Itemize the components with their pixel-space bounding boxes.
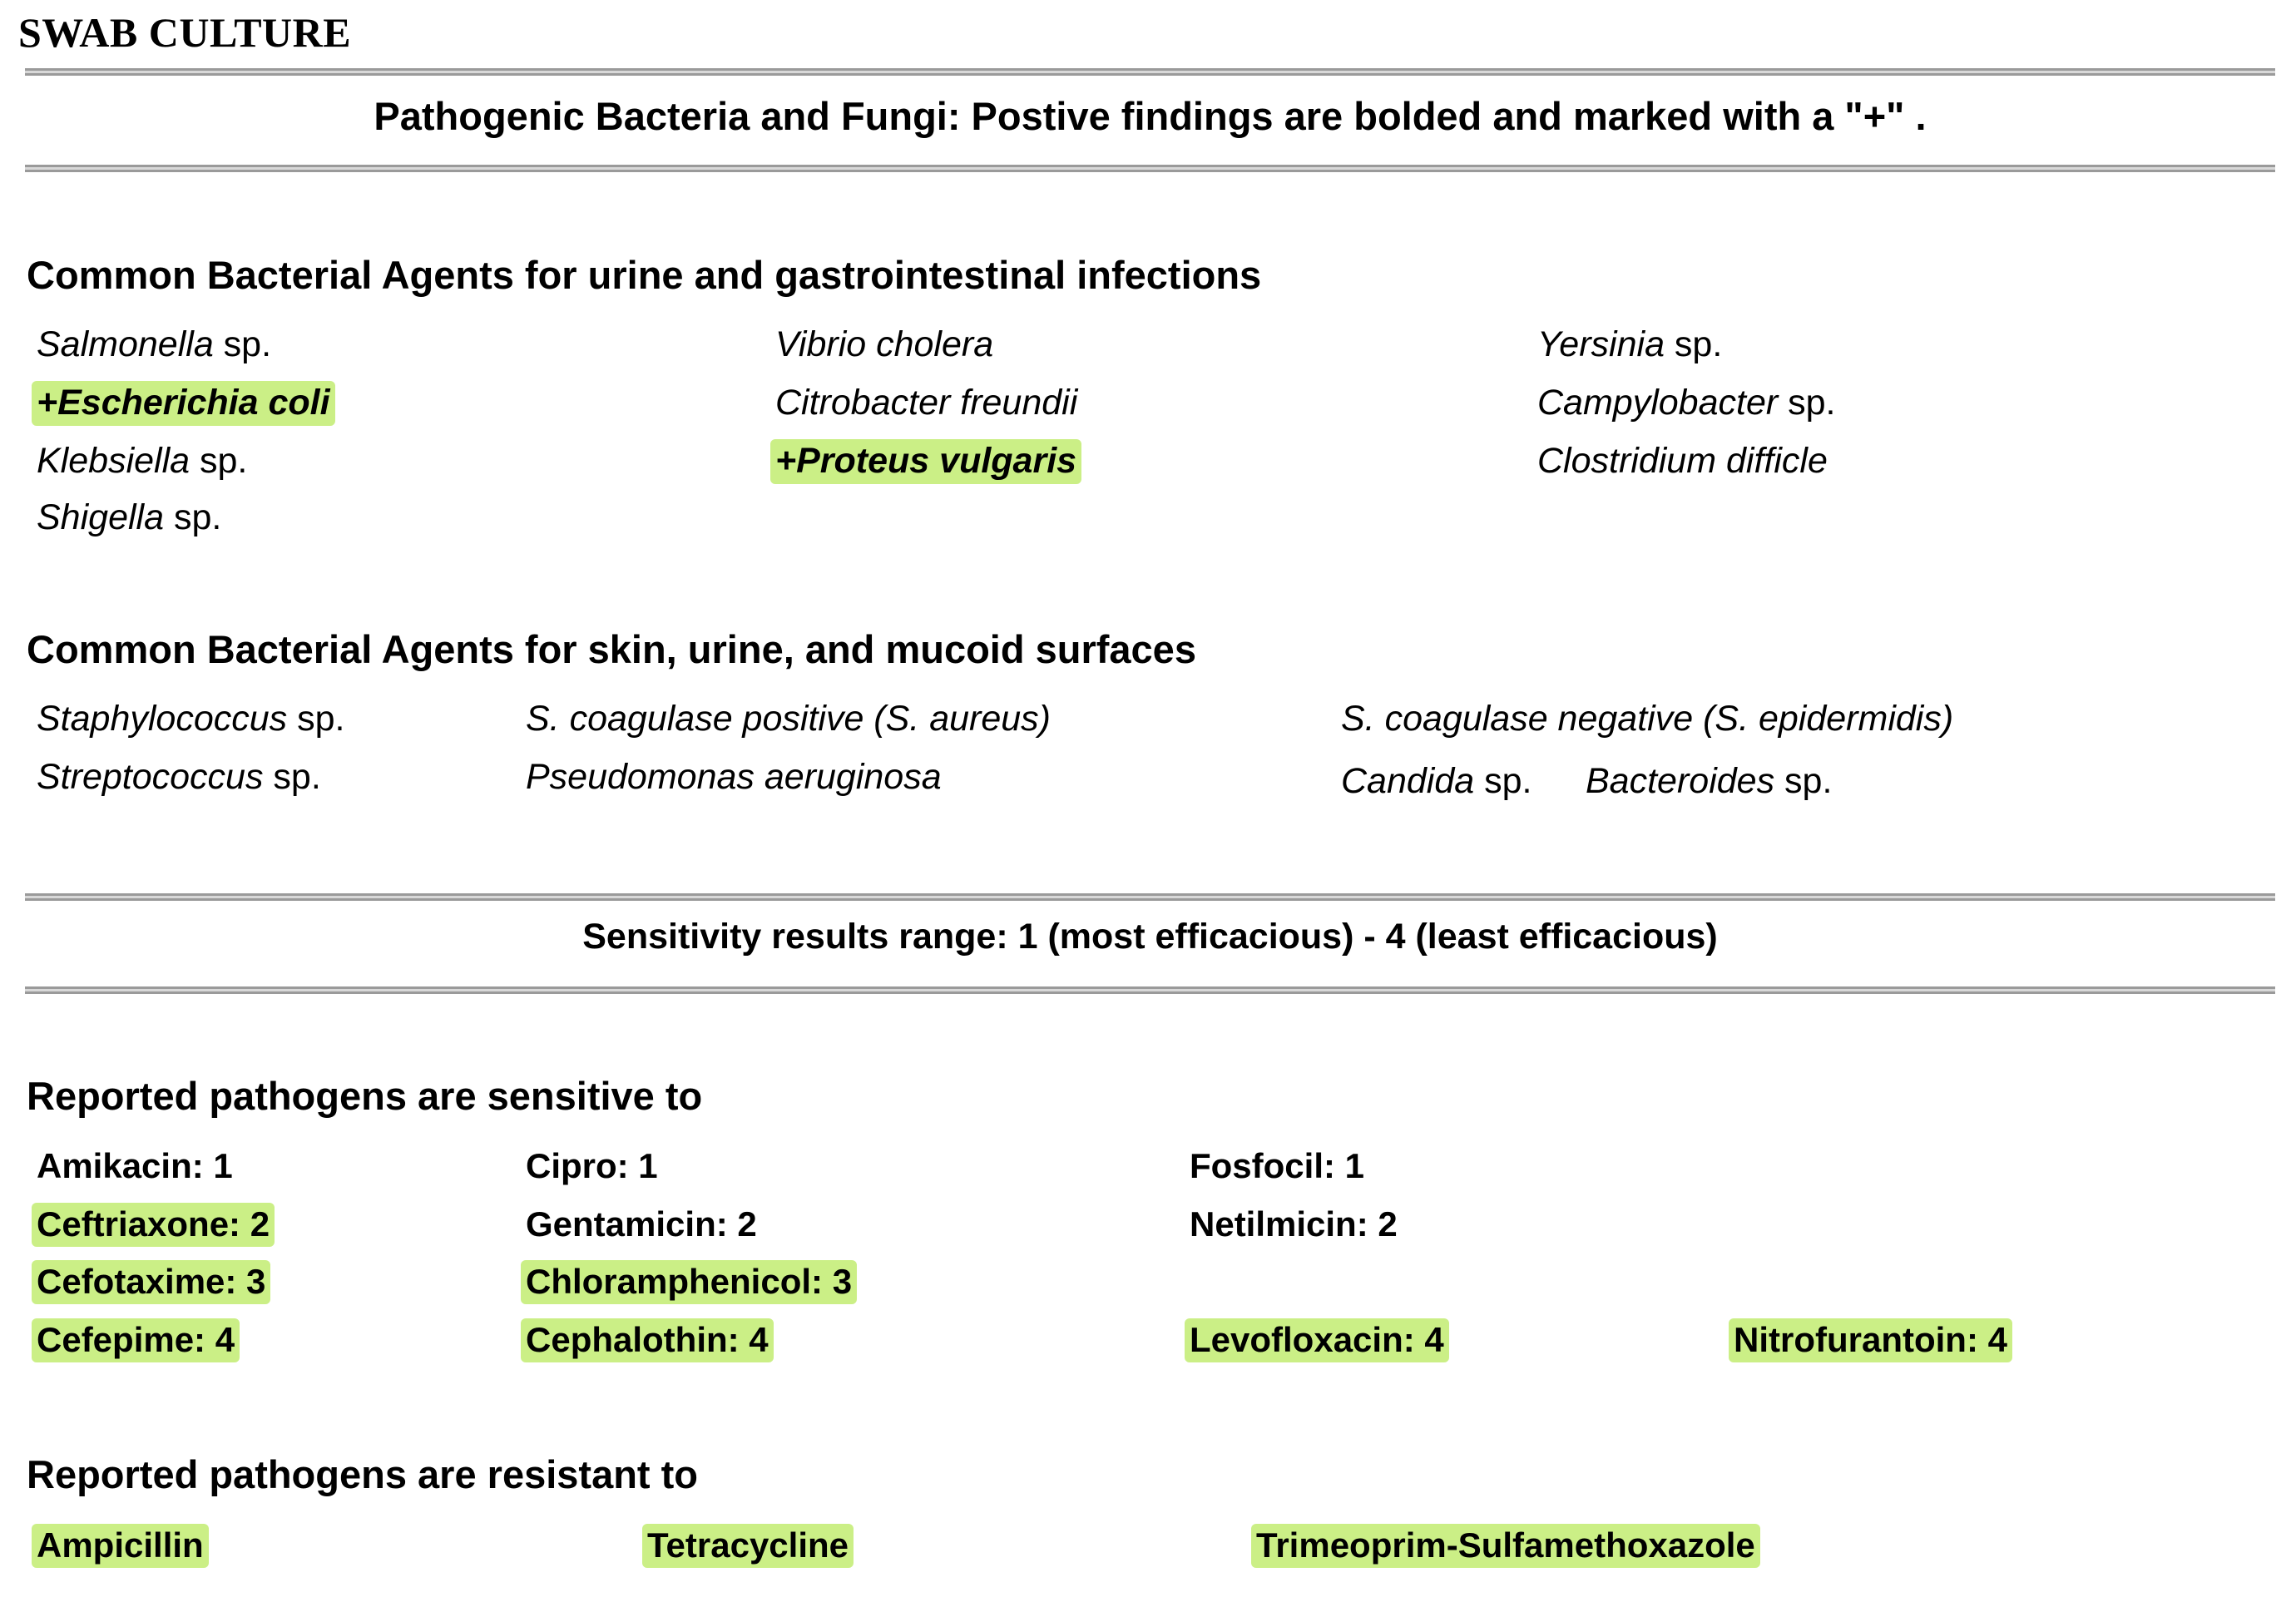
resistant-section-heading: Reported pathogens are resistant to [27, 1452, 698, 1496]
gi-section-heading: Common Bacterial Agents for urine and gastrointestinal infections [27, 253, 1262, 297]
organism-proteus-vulgaris-positive: +Proteus vulgaris [775, 441, 1081, 482]
sensitivity-banner: Sensitivity results range: 1 (most efficacious) - 4 (least efficacious) [582, 917, 1718, 957]
organism-s-coagulase-positive: S. coagulase positive (S. aureus) [526, 699, 1051, 739]
drug-nitrofurantoin: Nitrofurantoin: 4 [1734, 1320, 2012, 1360]
drug-tetracycline: Tetracycline [647, 1525, 854, 1565]
organism-shigella: Shigella sp. [37, 497, 222, 537]
drug-gentamicin: Gentamicin: 2 [526, 1204, 757, 1243]
findings-banner: Pathogenic Bacteria and Fungi: Postive findings are bolded and marked with a "+" . [374, 94, 1927, 138]
drug-cefepime: Cefepime: 4 [37, 1320, 240, 1360]
organism-clostridium-difficle: Clostridium difficle [1537, 441, 1828, 481]
organism-vibrio-cholera: Vibrio cholera [775, 324, 994, 364]
drug-fosfocil: Fosfocil: 1 [1190, 1146, 1365, 1185]
organism-yersinia: Yersinia sp. [1537, 324, 1723, 364]
drug-trimeoprim-sulfamethoxazole: Trimeoprim-Sulfamethoxazole [1256, 1525, 1760, 1565]
organism-salmonella: Salmonella sp. [37, 324, 272, 364]
divider-top [25, 68, 2275, 76]
organism-citrobacter-freundii: Citrobacter freundii [775, 383, 1078, 423]
drug-amikacin: Amikacin: 1 [37, 1146, 233, 1185]
drug-ampicillin: Ampicillin [37, 1525, 209, 1565]
drug-netilmicin: Netilmicin: 2 [1190, 1204, 1398, 1243]
organism-s-coagulase-negative: S. coagulase negative (S. epidermidis) [1341, 699, 1954, 739]
drug-cefotaxime: Cefotaxime: 3 [37, 1262, 270, 1302]
organism-streptococcus: Streptococcus sp. [37, 757, 321, 797]
drug-cephalothin: Cephalothin: 4 [526, 1320, 774, 1360]
drug-cipro: Cipro: 1 [526, 1146, 658, 1185]
skin-section-heading: Common Bacterial Agents for skin, urine, and mucoid surfaces [27, 627, 1196, 671]
drug-ceftriaxone: Ceftriaxone: 2 [37, 1204, 275, 1244]
organism-campylobacter: Campylobacter sp. [1537, 383, 1836, 423]
organism-pseudomonas-aeruginosa: Pseudomonas aeruginosa [526, 757, 942, 797]
organism-klebsiella: Klebsiella sp. [37, 441, 248, 481]
divider-sensitivity-top [25, 893, 2275, 901]
organism-staphylococcus: Staphylococcus sp. [37, 699, 345, 739]
divider-bottom [25, 165, 2275, 172]
drug-chloramphenicol: Chloramphenicol: 3 [526, 1262, 857, 1302]
organism-bacteroides: Bacteroides sp. [1586, 761, 1833, 801]
organism-candida: Candida sp. [1341, 761, 1532, 801]
divider-sensitivity-bottom [25, 986, 2275, 994]
sensitive-section-heading: Reported pathogens are sensitive to [27, 1074, 703, 1118]
drug-levofloxacin: Levofloxacin: 4 [1190, 1320, 1449, 1360]
document-title: SWAB CULTURE [18, 9, 352, 56]
organism-escherichia-coli-positive: +Escherichia coli [37, 383, 335, 423]
